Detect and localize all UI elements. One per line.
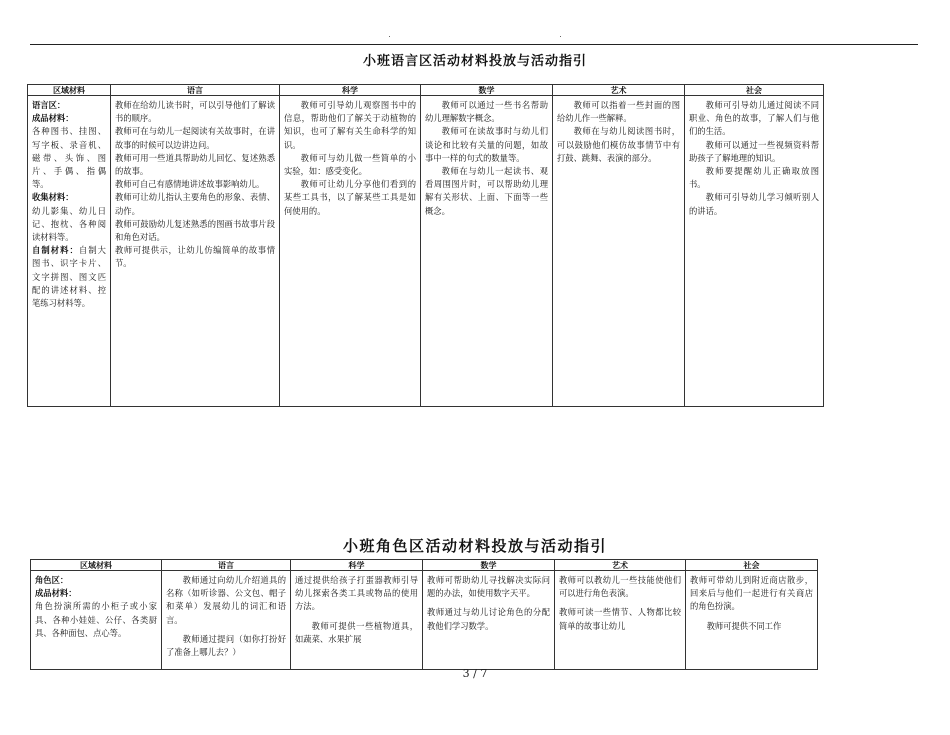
scan-speck [389,36,390,37]
material-heading: 成品材料： [32,113,74,124]
language-cell [111,96,280,407]
material-line [32,112,106,125]
table-row [28,96,824,407]
art-cell [553,96,685,407]
guidance-paragraph: 教师可让幼儿分享他们看到的某些工具书，以了解某些工具是如何使用的。 [284,179,416,216]
guidance-paragraph: 教师可读一些情节、人物都比较简单的故事让幼儿 [559,607,681,631]
material-heading: 成品材料： [35,588,77,599]
guidance-paragraph: 教师可自己有感情地讲述故事影响幼儿。 [115,179,265,190]
page-number: 3 / 7 [462,667,488,680]
table2-title: 小班角色区活动材料投放与活动指引 [342,537,607,555]
header-art: 艺术 [553,85,685,96]
material-line [35,600,157,640]
guidance-paragraph: 教师可引导幼儿通过阅读不同职业、角色的故事，了解人们与他们的生活。 [689,100,819,137]
material-line [32,205,106,245]
material-heading: 收集材料： [32,192,74,203]
guidance-paragraph: 教师可以教幼儿一些技能使他们可以进行角色表演。 [559,575,681,599]
guidance-paragraph: 教师可引导幼儿观察图书中的信息，帮助他们了解关于动植物的知识，也可了解有关生命科学的知识。 [284,100,416,150]
material-line [35,574,157,587]
header-math: 数学 [421,85,553,96]
header-rule [30,44,918,45]
guidance-paragraph: 教师可与幼儿做一些简单的小实验，如：感受变化。 [284,152,416,177]
header-social: 社会 [686,560,818,571]
guidance-paragraph: 教师可在与幼儿一起阅读有关故事时，在讲故事的时候可以边讲边问。 [115,126,275,150]
guidance-paragraph: 教师通过与幼儿讨论角色的分配教他们学习数学。 [427,607,550,631]
social-cell [685,96,824,407]
guidance-paragraph: 教师可以通过一些书名帮助幼儿理解数字概念。 [425,100,548,124]
header-materials: 区域材料 [28,85,111,96]
material-heading: 角色区： [35,575,69,585]
guidance-paragraph: 教师要提醒幼儿正确取放图书。 [689,166,819,190]
scan-speck [560,36,561,37]
guidance-paragraph: 教师可在读故事时与幼儿们谈论和比较有关量的问题，如故事中一样的句式的数量等。 [425,126,548,163]
science-cell [291,571,423,670]
material-heading: 自制材料： [32,245,79,256]
guidance-paragraph: 教师可帮助幼儿寻找解决实际问题的办法，如使用数字天平。 [427,575,550,599]
language-area-table [27,84,824,407]
header-language: 语言 [162,560,291,571]
materials-cell [31,571,162,670]
guidance-paragraph: 教师可引导幼儿学习倾听别人的讲话。 [689,192,819,216]
language-cell [162,571,291,670]
material-text: 角色扮演所需的小柜子或小家具、各种小娃娃、公仔、各类厨具、各种面包、点心等。 [35,601,157,638]
header-art: 艺术 [555,560,686,571]
header-science: 科学 [291,560,423,571]
material-text: 自制大图书、识字卡片、文字拼图、图文匹配的讲述材料、控笔练习材料等。 [32,245,106,309]
guidance-paragraph: 教师在与幼儿一起读书、观看周围图片时，可以帮助幼儿理解有关形状、上面、下面等一些概念。 [425,166,548,216]
material-line [32,125,106,191]
material-line [32,244,106,310]
material-text: 各种图书、挂图、写字板、录音机、磁带、头饰、图片、手偶、指偶等。 [32,126,106,190]
guidance-paragraph: 教师可以通过一些视频资料帮助孩子了解地理的知识。 [689,139,819,163]
header-science: 科学 [280,85,421,96]
art-cell [555,571,686,670]
science-cell [280,96,421,407]
material-line [35,587,157,600]
guidance-paragraph: 教师可带幼儿到附近商店散步，回来后与他们一起进行有关商店的角色扮演。 [690,575,813,612]
guidance-paragraph: 通过提供给孩子打蛋器教师引导幼儿探索各类工具或物品的使用方法。 [295,575,418,612]
social-cell [686,571,818,670]
guidance-paragraph: 教师可提供不同工作 [706,620,782,631]
guidance-paragraph: 教师在给幼儿读书时，可以引导他们了解读书的顺序。 [115,100,275,124]
material-line [32,191,106,204]
header-math: 数学 [423,560,555,571]
guidance-paragraph: 教师通过向幼儿介绍道具的名称（如听诊器、公文包、帽子和菜单）发展幼儿的词汇和语言。 [166,575,286,625]
material-text: 幼儿影集、幼儿日记、抱枕、各种阅读材料等。 [32,205,106,243]
table-header-row [28,85,824,96]
guidance-paragraph: 教师在与幼儿阅读图书时，可以鼓励他们模仿故事情节中有打鼓、跳舞、表演的部分。 [557,126,680,163]
table-row [31,571,818,670]
role-play-area-table [30,559,818,670]
guidance-paragraph: 教师可用一些道具帮助幼儿回忆、复述熟悉的故事。 [115,152,275,177]
guidance-paragraph: 教师可让幼儿指认主要角色的形象、表情、动作。 [115,192,275,216]
math-cell [423,571,555,670]
math-cell [421,96,553,407]
table-header-row [31,560,818,571]
header-language: 语言 [111,85,280,96]
guidance-paragraph: 教师可提供一些植物道具，如蔬菜、水果扩展 [295,620,418,644]
table1-title: 小班语言区活动材料投放与活动指引 [362,54,587,69]
materials-cell [28,96,111,407]
material-heading: 语言区： [32,100,66,110]
header-materials: 区域材料 [31,560,162,571]
guidance-paragraph: 教师可提供示，让幼儿仿编简单的故事情节。 [115,245,275,269]
guidance-paragraph: 教师可以指着一些封面的图给幼儿作一些解释。 [557,100,680,124]
header-social: 社会 [685,85,824,96]
guidance-paragraph: 教师通过提问（如你打扮好了准备上哪儿去？） [166,633,286,658]
guidance-paragraph: 教师可鼓励幼儿复述熟悉的图画书故事片段和角色对话。 [115,218,275,243]
material-line [32,99,106,112]
